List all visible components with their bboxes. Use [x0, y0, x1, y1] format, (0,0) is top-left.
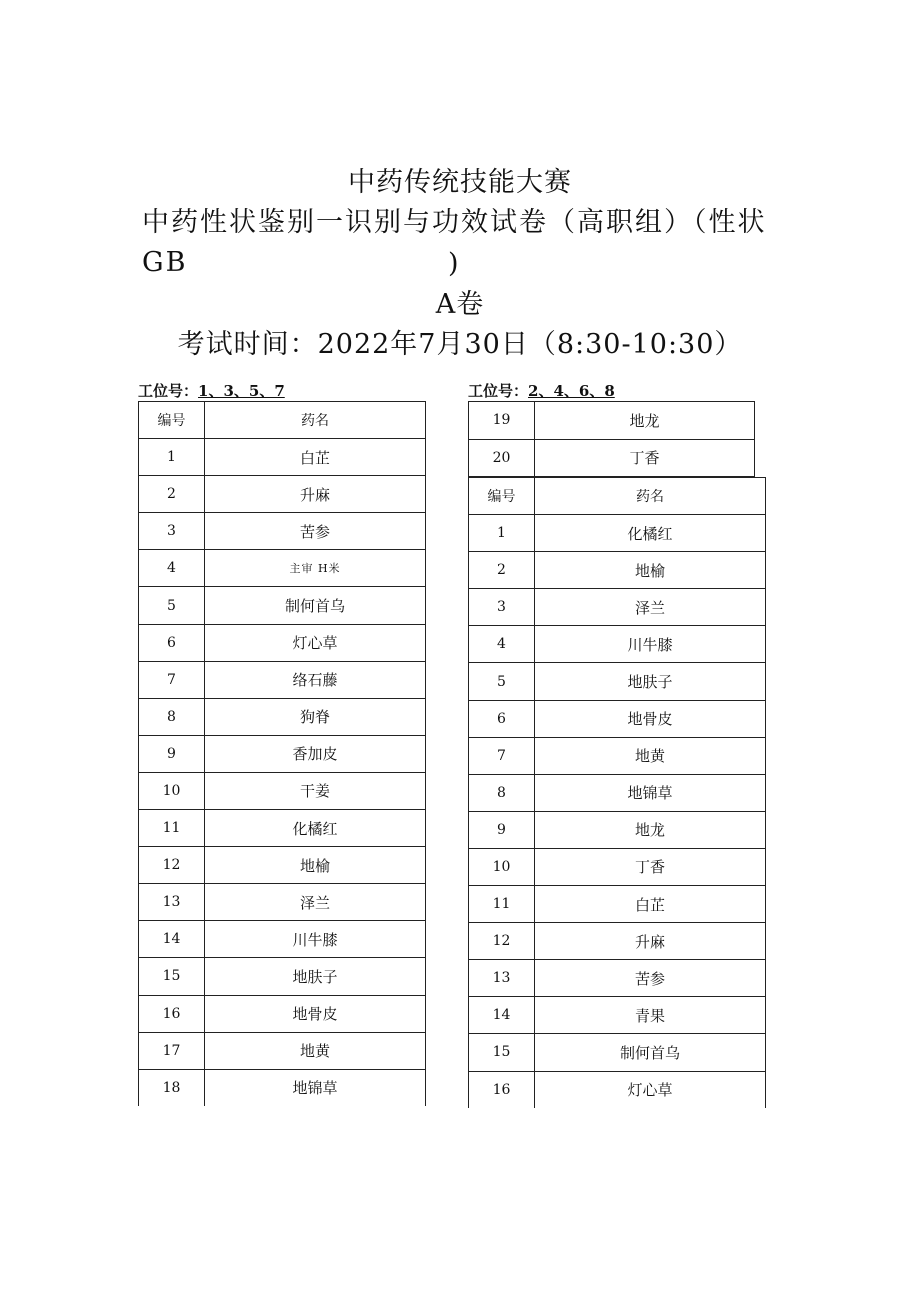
row-number: 5 [469, 663, 535, 700]
drug-name: 白芷 [535, 886, 766, 923]
row-number: 5 [139, 587, 205, 624]
drug-name: 地龙 [535, 811, 766, 848]
table-row [469, 552, 766, 589]
row-number: 13 [469, 960, 535, 997]
table-row [139, 847, 426, 884]
paper-title-closing: ) [448, 248, 460, 279]
row-number: 4 [469, 626, 535, 663]
row-number: 18 [139, 1069, 205, 1106]
drug-name: 香加皮 [205, 735, 426, 772]
row-number: 3 [469, 589, 535, 626]
drug-name: 丁香 [535, 439, 755, 477]
row-number: 12 [469, 923, 535, 960]
row-number: 16 [469, 1071, 535, 1108]
row-number: 20 [469, 439, 535, 477]
table-row [469, 960, 766, 997]
drug-name: 苦参 [535, 960, 766, 997]
column-header-number: 编号 [139, 402, 205, 439]
table-row [469, 439, 755, 477]
drug-name: 地龙 [535, 402, 755, 440]
drug-name: 灯心草 [205, 624, 426, 661]
drug-name: 主审 H米 [205, 550, 426, 587]
drug-name: 制何首乌 [205, 587, 426, 624]
station-label: 工位号： [468, 382, 529, 400]
drug-name: 地榆 [205, 847, 426, 884]
table-row [139, 884, 426, 921]
table-row [139, 439, 426, 476]
drug-name: 地黄 [535, 737, 766, 774]
column-header-name: 药名 [535, 478, 766, 515]
station-right [468, 381, 615, 401]
right-continuation-table [468, 401, 755, 477]
station-label: 工位号： [138, 382, 199, 400]
row-number: 1 [139, 439, 205, 476]
drug-name: 泽兰 [205, 884, 426, 921]
row-number: 8 [469, 774, 535, 811]
drug-name: 制何首乌 [535, 1034, 766, 1071]
table-row [469, 663, 766, 700]
column-header-name: 药名 [205, 402, 426, 439]
row-number: 9 [469, 811, 535, 848]
table-row [139, 1032, 426, 1069]
station-left [138, 381, 285, 401]
row-number: 3 [139, 513, 205, 550]
table-row [469, 774, 766, 811]
drug-name: 狗脊 [205, 698, 426, 735]
row-number: 14 [139, 921, 205, 958]
drug-name: 化橘红 [535, 515, 766, 552]
station-numbers: 2、4、6、8 [528, 382, 615, 400]
table-row [139, 476, 426, 513]
row-number: 6 [139, 624, 205, 661]
drug-name: 络石藤 [205, 661, 426, 698]
row-number: 14 [469, 997, 535, 1034]
paper-version: A卷 [435, 289, 485, 320]
drug-name: 升麻 [205, 476, 426, 513]
station-numbers: 1、3、5、7 [198, 382, 285, 400]
table-row [139, 995, 426, 1032]
row-number: 17 [139, 1032, 205, 1069]
row-number: 6 [469, 700, 535, 737]
drug-name: 丁香 [535, 848, 766, 885]
drug-name: 干姜 [205, 772, 426, 809]
table-row [469, 700, 766, 737]
drug-name: 苦参 [205, 513, 426, 550]
table-row [139, 1069, 426, 1106]
table-row [469, 997, 766, 1034]
row-number: 4 [139, 550, 205, 587]
table-row [139, 921, 426, 958]
drug-name: 地锦草 [535, 774, 766, 811]
table-row [469, 515, 766, 552]
drug-name: 泽兰 [535, 589, 766, 626]
row-number: 2 [469, 552, 535, 589]
row-number: 7 [139, 661, 205, 698]
row-number: 10 [469, 848, 535, 885]
row-number: 2 [139, 476, 205, 513]
drug-name: 地锦草 [205, 1069, 426, 1106]
drug-name: 地肤子 [535, 663, 766, 700]
table-row [139, 550, 426, 587]
drug-name: 地骨皮 [535, 700, 766, 737]
row-number: 13 [139, 884, 205, 921]
table-row [139, 698, 426, 735]
table-row [139, 513, 426, 550]
paper-title: 中药性状鉴别一识别与功效试卷（高职组）（性状GB [142, 207, 767, 278]
row-number: 15 [139, 958, 205, 995]
table-row [139, 624, 426, 661]
table-row [139, 810, 426, 847]
column-header-number: 编号 [469, 478, 535, 515]
row-number: 9 [139, 735, 205, 772]
table-header-row [139, 402, 426, 439]
table-row [469, 737, 766, 774]
drug-name: 青果 [535, 997, 766, 1034]
row-number: 11 [139, 810, 205, 847]
drug-name: 地黄 [205, 1032, 426, 1069]
row-number: 7 [469, 737, 535, 774]
drug-name: 白芷 [205, 439, 426, 476]
table-row [139, 587, 426, 624]
drug-name: 地骨皮 [205, 995, 426, 1032]
row-number: 8 [139, 698, 205, 735]
drug-name: 升麻 [535, 923, 766, 960]
row-number: 16 [139, 995, 205, 1032]
row-number: 11 [469, 886, 535, 923]
table-row [139, 772, 426, 809]
table-row [469, 402, 755, 440]
row-number: 12 [139, 847, 205, 884]
table-row [469, 626, 766, 663]
table-row [139, 661, 426, 698]
table-row [469, 886, 766, 923]
table-row [139, 958, 426, 995]
drug-name: 川牛膝 [535, 626, 766, 663]
contest-title: 中药传统技能大赛 [348, 167, 572, 198]
drug-name: 化橘红 [205, 810, 426, 847]
row-number: 1 [469, 515, 535, 552]
right-specimen-table [468, 477, 766, 1108]
row-number: 15 [469, 1034, 535, 1071]
table-row [469, 589, 766, 626]
drug-name: 灯心草 [535, 1071, 766, 1108]
exam-time: 考试时间：2022年7月30日（8:30-10:30） [177, 329, 743, 360]
row-number: 10 [139, 772, 205, 809]
table-row [469, 848, 766, 885]
table-header-row [469, 478, 766, 515]
table-row [469, 923, 766, 960]
drug-name: 地肤子 [205, 958, 426, 995]
row-number: 19 [469, 402, 535, 440]
table-row [469, 1034, 766, 1071]
table-row [469, 811, 766, 848]
table-row [139, 735, 426, 772]
left-specimen-table [138, 401, 426, 1106]
drug-name: 川牛膝 [205, 921, 426, 958]
drug-name: 地榆 [535, 552, 766, 589]
table-row [469, 1071, 766, 1108]
